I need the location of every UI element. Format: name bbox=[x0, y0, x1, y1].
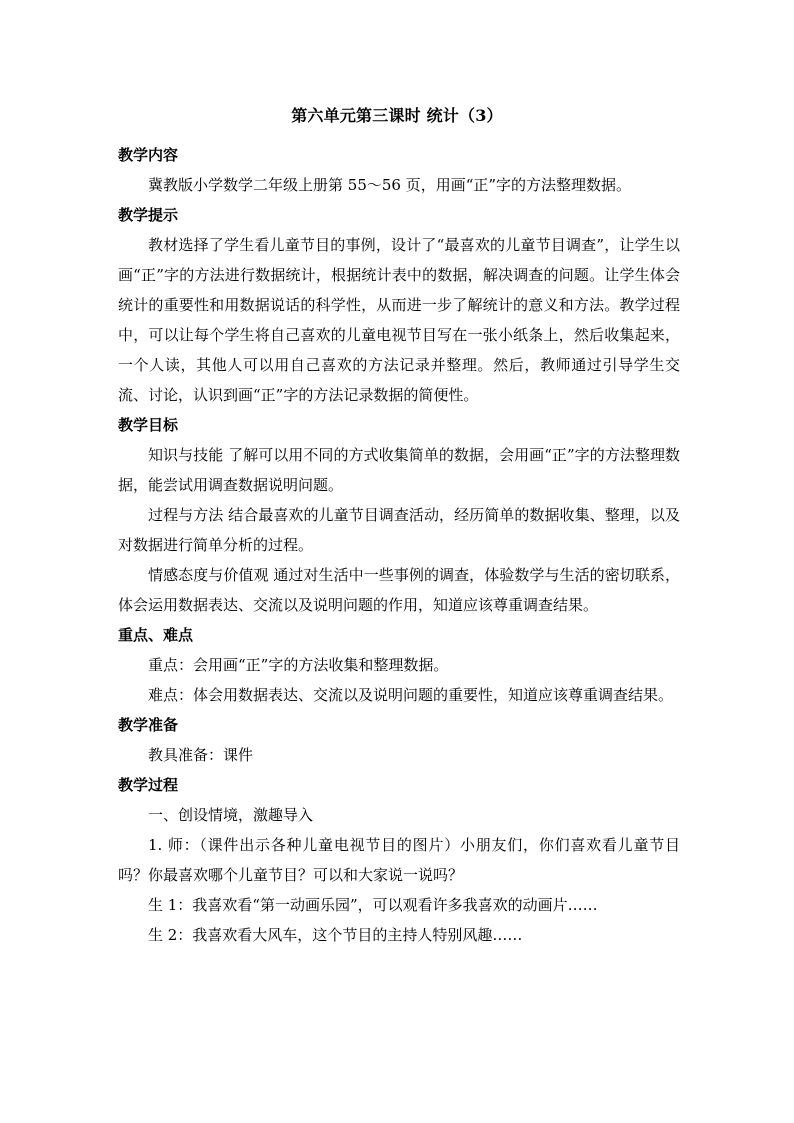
section-heading: 重点、难点 bbox=[118, 626, 194, 644]
paragraph: 生 2：我喜欢看大风车，这个节目的主持人特别风趣…… bbox=[148, 926, 523, 944]
section-content bbox=[118, 140, 680, 200]
section-heading: 教学目标 bbox=[118, 416, 179, 434]
section-objectives bbox=[118, 410, 680, 620]
section-heading: 教学提示 bbox=[118, 206, 179, 224]
section-heading: 教学内容 bbox=[118, 146, 179, 164]
paragraph: 一、创设情境，激趣导入 bbox=[148, 806, 314, 824]
paragraph: 知识与技能 了解可以用不同的方式收集简单的数据，会用画“正”字的方法整理数据，能尝试用调查数据说明问题。 bbox=[118, 446, 680, 494]
paragraph: 情感态度与价值观 通过对生活中一些事例的调查，体验数学与生活的密切联系，体会运用数据表达、交流以及说明问题的作用，知道应该尊重调查结果。 bbox=[118, 566, 680, 614]
section-hints bbox=[118, 200, 680, 410]
section-preparation bbox=[118, 710, 680, 770]
paragraph: 难点：体会用数据表达、交流以及说明问题的重要性，知道应该尊重调查结果。 bbox=[148, 686, 674, 704]
paragraph: 过程与方法 结合最喜欢的儿童节目调查活动，经历简单的数据收集、整理，以及对数据进行简单分析的过程。 bbox=[118, 506, 680, 554]
section-process bbox=[118, 770, 680, 950]
section-key-points bbox=[118, 620, 680, 710]
page-title: 第六单元第三课时 统计（3） bbox=[291, 106, 503, 125]
paragraph: 1. 师：（课件出示各种儿童电视节目的图片）小朋友们，你们喜欢看儿童节目吗？你最喜欢哪个儿童节目？可以和大家说一说吗？ bbox=[118, 836, 680, 884]
section-heading: 教学准备 bbox=[118, 716, 179, 734]
paragraph: 教材选择了学生看儿童节目的事例，设计了“最喜欢的儿童节目调查”，让学生以画“正”字的方法进行数据统计，根据统计表中的数据，解决调查的问题。让学生体会统计的重要性和用数据说话的科学性，从而进一步了解统计的意义和方法。教学过程中，可以让每个学生将自己喜欢的儿童电视节目写在一张小纸条上，然后收集起来，一个人读，其他人可以用自己喜欢的方法记录并整理。然后，教师通过引导学生交流、讨论，认识到画“正”字的方法记录数据的简便性。 bbox=[118, 236, 680, 404]
paragraph: 生 1：我喜欢看“第一动画乐园”，可以观看许多我喜欢的动画片…… bbox=[148, 896, 598, 914]
section-heading: 教学过程 bbox=[118, 776, 179, 794]
document-body bbox=[118, 140, 680, 950]
paragraph: 冀教版小学数学二年级上册第 55～56 页，用画“正”字的方法整理数据。 bbox=[148, 176, 632, 194]
paragraph: 教具准备：课件 bbox=[148, 746, 254, 764]
paragraph: 重点：会用画“正”字的方法收集和整理数据。 bbox=[148, 656, 449, 674]
